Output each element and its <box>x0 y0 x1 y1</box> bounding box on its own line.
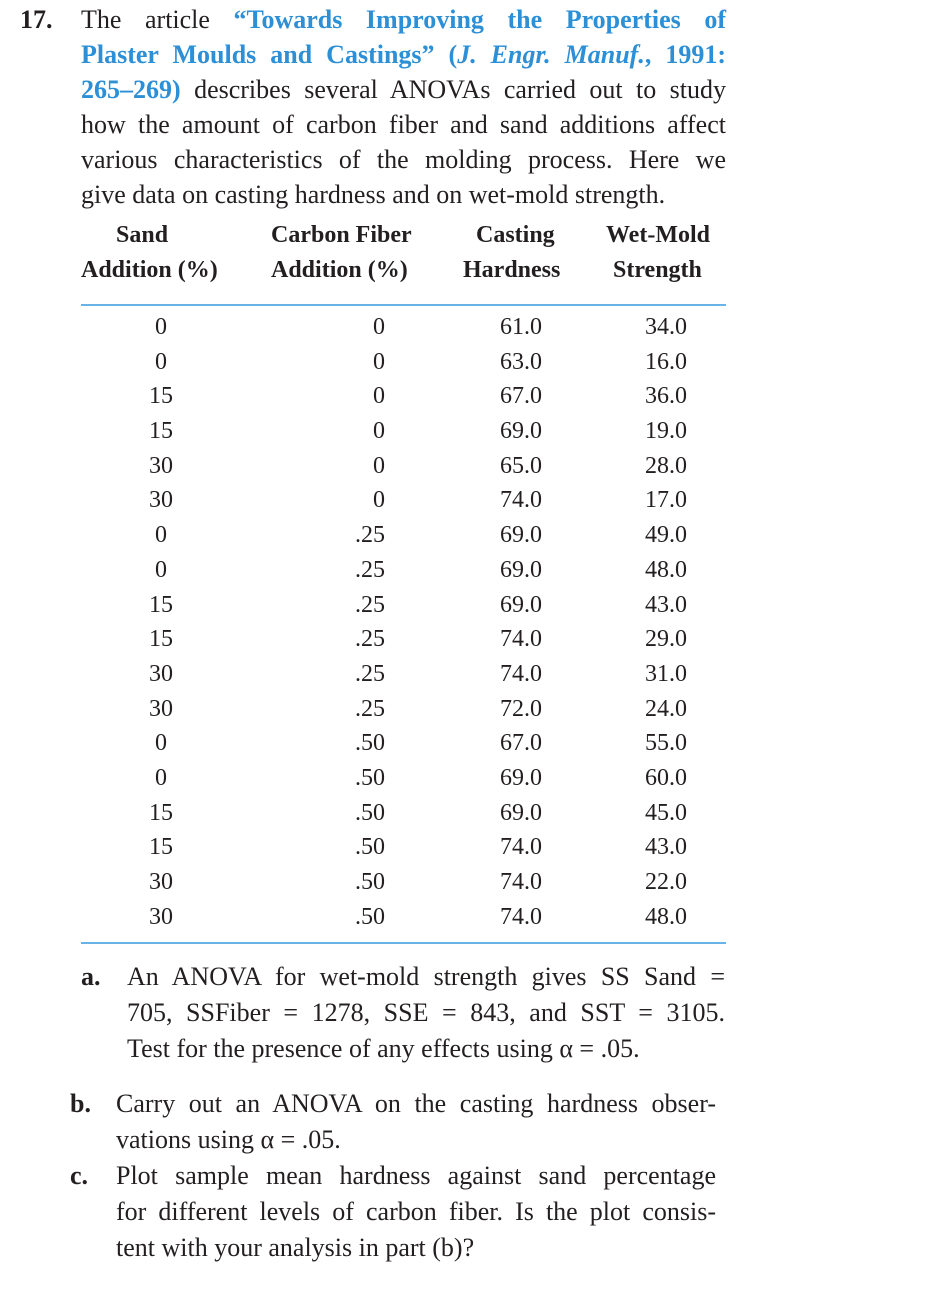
intro-text-run: The article <box>81 5 234 34</box>
fiber-cell: .50 <box>355 764 385 791</box>
intro-text-run: “Towards Improving the Properties of <box>233 5 726 34</box>
fiber-cell: .25 <box>355 626 385 653</box>
sand-cell: 0 <box>155 556 167 583</box>
fiber-cell: .25 <box>355 522 385 549</box>
sand-cell: 0 <box>155 314 167 340</box>
fiber-cell: 0 <box>373 383 385 410</box>
hardness-cell: 69.0 <box>500 591 542 618</box>
table-row <box>81 657 726 692</box>
part-c-line: for different levels of carbon fiber. Is the plot consis- <box>116 1197 716 1226</box>
wet-strength-cell: 48.0 <box>645 556 687 583</box>
sand-cell: 0 <box>155 522 167 549</box>
fiber-cell: .50 <box>355 834 385 861</box>
hardness-cell: 67.0 <box>500 730 542 757</box>
hardness-cell: 67.0 <box>500 383 542 410</box>
wet-strength-cell: 29.0 <box>645 626 687 653</box>
table-row <box>81 449 726 484</box>
wet-strength-cell: 48.0 <box>645 903 687 930</box>
header-wet-line1: Wet-Mold <box>606 222 710 248</box>
intro-text-run: 265–269) <box>81 75 181 104</box>
sand-cell: 30 <box>149 695 173 722</box>
table-row <box>81 518 726 553</box>
hardness-cell: 74.0 <box>500 660 542 687</box>
sand-cell: 30 <box>149 452 173 479</box>
header-sand-line1: Sand <box>116 222 169 248</box>
hardness-cell: 74.0 <box>500 903 542 930</box>
table-row <box>81 692 726 727</box>
intro-text-run: , 1991: <box>644 40 726 69</box>
sand-cell: 15 <box>149 834 173 861</box>
wet-strength-cell: 17.0 <box>645 487 687 514</box>
wet-strength-cell: 28.0 <box>645 452 687 479</box>
table-row <box>81 761 726 796</box>
part-a-text <box>127 959 725 1067</box>
hardness-cell: 74.0 <box>500 626 542 653</box>
part-c-line: Plot sample mean hardness against sand percentage <box>116 1161 716 1190</box>
sand-cell: 15 <box>149 418 173 445</box>
intro-text-run: J. Engr. Manuf. <box>457 40 645 69</box>
wet-strength-cell: 16.0 <box>645 348 687 375</box>
wet-strength-cell: 55.0 <box>645 730 687 757</box>
table-bottom-rule <box>81 942 726 944</box>
sand-cell: 15 <box>149 383 173 410</box>
fiber-cell: .50 <box>355 730 385 757</box>
sand-cell: 30 <box>149 869 173 895</box>
part-c-line: tent with your analysis in part (b)? <box>116 1233 475 1262</box>
sand-cell: 0 <box>155 730 167 757</box>
sand-cell: 30 <box>149 487 173 514</box>
hardness-cell: 74.0 <box>500 834 542 861</box>
part-a-line: An ANOVA for wet-mold strength gives SS Sand = <box>127 962 725 991</box>
part-a-label: a. <box>81 962 101 991</box>
sand-cell: 15 <box>149 799 173 826</box>
intro-text-run: how the amount of carbon fiber and sand additions affect <box>81 110 726 139</box>
part-b-label: b. <box>70 1089 91 1118</box>
fiber-cell: .25 <box>355 591 385 618</box>
table-header-row-2 <box>81 253 726 287</box>
header-hardness-line1: Casting <box>476 222 555 248</box>
hardness-cell: 61.0 <box>500 314 542 340</box>
table-top-rule <box>81 304 726 306</box>
intro-text-run: various characteristics of the molding process. Here we <box>81 145 726 174</box>
wet-strength-cell: 36.0 <box>645 383 687 410</box>
fiber-cell: .25 <box>355 695 385 722</box>
fiber-cell: .50 <box>355 903 385 930</box>
hardness-cell: 63.0 <box>500 348 542 375</box>
sand-cell: 30 <box>149 660 173 687</box>
fiber-cell: 0 <box>373 418 385 445</box>
part-b-line: Carry out an ANOVA on the casting hardness obser- <box>116 1089 716 1118</box>
fiber-cell: 0 <box>373 452 385 479</box>
table-row <box>81 379 726 414</box>
wet-strength-cell: 31.0 <box>645 660 687 687</box>
part-b-text <box>116 1086 716 1158</box>
intro-line <box>81 107 726 142</box>
intro-text-run: describes several ANOVAs carried out to study <box>180 75 726 104</box>
header-sand-line2: Addition (%) <box>81 257 218 283</box>
hardness-cell: 74.0 <box>500 869 542 895</box>
table-row <box>81 553 726 588</box>
intro-line <box>81 72 726 107</box>
table-row <box>81 622 726 657</box>
table-row <box>81 414 726 449</box>
hardness-cell: 69.0 <box>500 799 542 826</box>
table-row <box>81 726 726 761</box>
header-fiber-line2: Addition (%) <box>271 257 408 283</box>
intro-text-run: Plaster Moulds and Castings” ( <box>81 40 458 69</box>
sand-cell: 0 <box>155 348 167 375</box>
header-hardness-line2: Hardness <box>463 257 561 283</box>
table-body <box>81 310 726 934</box>
table-row <box>81 900 726 935</box>
fiber-cell: .25 <box>355 556 385 583</box>
wet-strength-cell: 34.0 <box>645 314 687 340</box>
part-a-line: 705, SSFiber = 1278, SSE = 843, and SST = 3105. <box>127 998 725 1027</box>
table-row <box>81 796 726 831</box>
wet-strength-cell: 19.0 <box>645 418 687 445</box>
table-row <box>81 345 726 380</box>
intro-line <box>81 37 726 72</box>
intro-text-run: give data on casting hardness and on wet-mold strength. <box>81 180 666 209</box>
part-c-text <box>116 1158 716 1266</box>
intro-line <box>81 177 726 212</box>
part-b-line: vations using α = .05. <box>116 1125 341 1154</box>
fiber-cell: .50 <box>355 799 385 826</box>
wet-strength-cell: 45.0 <box>645 799 687 826</box>
fiber-cell: 0 <box>373 314 385 340</box>
hardness-cell: 69.0 <box>500 418 542 445</box>
table-row <box>81 588 726 623</box>
table-row <box>81 310 726 345</box>
fiber-cell: 0 <box>373 487 385 514</box>
table-row <box>81 830 726 865</box>
table-row <box>81 483 726 518</box>
wet-strength-cell: 22.0 <box>645 869 687 895</box>
fiber-cell: 0 <box>373 348 385 375</box>
table-header-row-1 <box>81 218 726 252</box>
sand-cell: 15 <box>149 626 173 653</box>
hardness-cell: 74.0 <box>500 487 542 514</box>
problem-number: 17. <box>20 5 53 34</box>
wet-strength-cell: 49.0 <box>645 522 687 549</box>
fiber-cell: .50 <box>355 869 385 895</box>
part-a-line: Test for the presence of any effects using α = .05. <box>127 1034 640 1063</box>
part-c-label: c. <box>70 1161 89 1190</box>
hardness-cell: 69.0 <box>500 764 542 791</box>
fiber-cell: .25 <box>355 660 385 687</box>
wet-strength-cell: 24.0 <box>645 695 687 722</box>
header-wet-line2: Strength <box>613 257 702 283</box>
sand-cell: 15 <box>149 591 173 618</box>
hardness-cell: 65.0 <box>500 452 542 479</box>
sand-cell: 0 <box>155 764 167 791</box>
hardness-cell: 69.0 <box>500 522 542 549</box>
problem-intro <box>81 2 726 212</box>
intro-line <box>81 2 726 37</box>
intro-line <box>81 142 726 177</box>
hardness-cell: 69.0 <box>500 556 542 583</box>
wet-strength-cell: 43.0 <box>645 591 687 618</box>
table-row <box>81 865 726 900</box>
header-fiber-line1: Carbon Fiber <box>271 222 412 248</box>
wet-strength-cell: 43.0 <box>645 834 687 861</box>
hardness-cell: 72.0 <box>500 695 542 722</box>
wet-strength-cell: 60.0 <box>645 764 687 791</box>
sand-cell: 30 <box>149 903 173 930</box>
